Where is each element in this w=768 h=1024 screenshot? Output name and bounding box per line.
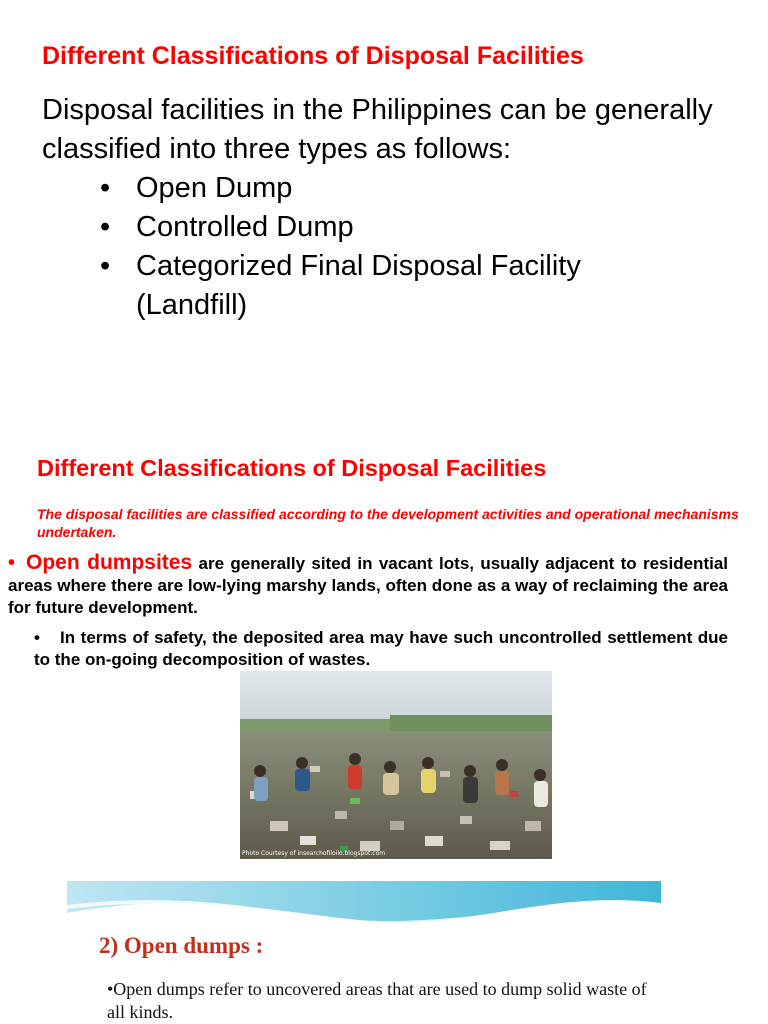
bullet-text: Open Dump — [136, 172, 293, 204]
slide2-title: Different Classifications of Disposal Facilities — [37, 455, 547, 481]
bullet-text: In terms of safety, the deposited area may have such uncontrolled settlement due to the on-going decomposition of wastes. — [34, 628, 728, 669]
dumpsite-photo-illustration — [240, 671, 552, 859]
slide1-bullet-controlled-dump — [100, 208, 354, 247]
slide3-panel — [67, 881, 661, 1024]
bullet-term: Open dumpsites — [26, 551, 193, 574]
slide3-title: 2) Open dumps : — [99, 933, 264, 958]
bullet-marker: • — [34, 628, 40, 647]
slide1-bullet-open-dump — [100, 169, 292, 208]
bullet-text: Controlled Dump — [136, 211, 354, 243]
bullet-marker: • — [100, 211, 111, 243]
photo-credit: Photo Courtesy of insearchofiloilo.blogspot.com — [242, 850, 386, 857]
bullet-marker: • — [8, 552, 16, 574]
bullet-marker: • — [100, 250, 111, 282]
dumpsite-photo — [240, 671, 552, 859]
slide2-sub-bullet-safety — [34, 627, 728, 671]
bullet-marker: • — [100, 172, 111, 204]
slide1-title: Different Classifications of Disposal Facilities — [42, 42, 584, 70]
slide2-subtitle: The disposal facilities are classified according to the development activities and operational mechanisms undertaken. — [37, 506, 739, 540]
slide1-bullet-landfill — [100, 247, 581, 286]
slide1-bullet-landfill-continuation: (Landfill) — [136, 289, 248, 321]
slide3-wave-banner — [67, 881, 661, 941]
bullet-text: are generally sited in vacant lots, usually adjacent to residential areas where there are low-lying marshy lands, often done as a way of reclaiming the area for future development. — [8, 554, 729, 617]
bullet-text: Categorized Final Disposal Facility — [136, 250, 581, 282]
slide3-body: •Open dumps refer to uncovered areas that are used to dump solid waste of all kinds. — [107, 979, 647, 1022]
slide1-intro: Disposal facilities in the Philippines can be generally classified into three types as follows: — [42, 94, 713, 165]
slide2-bullet-open-dumpsites — [8, 552, 728, 619]
